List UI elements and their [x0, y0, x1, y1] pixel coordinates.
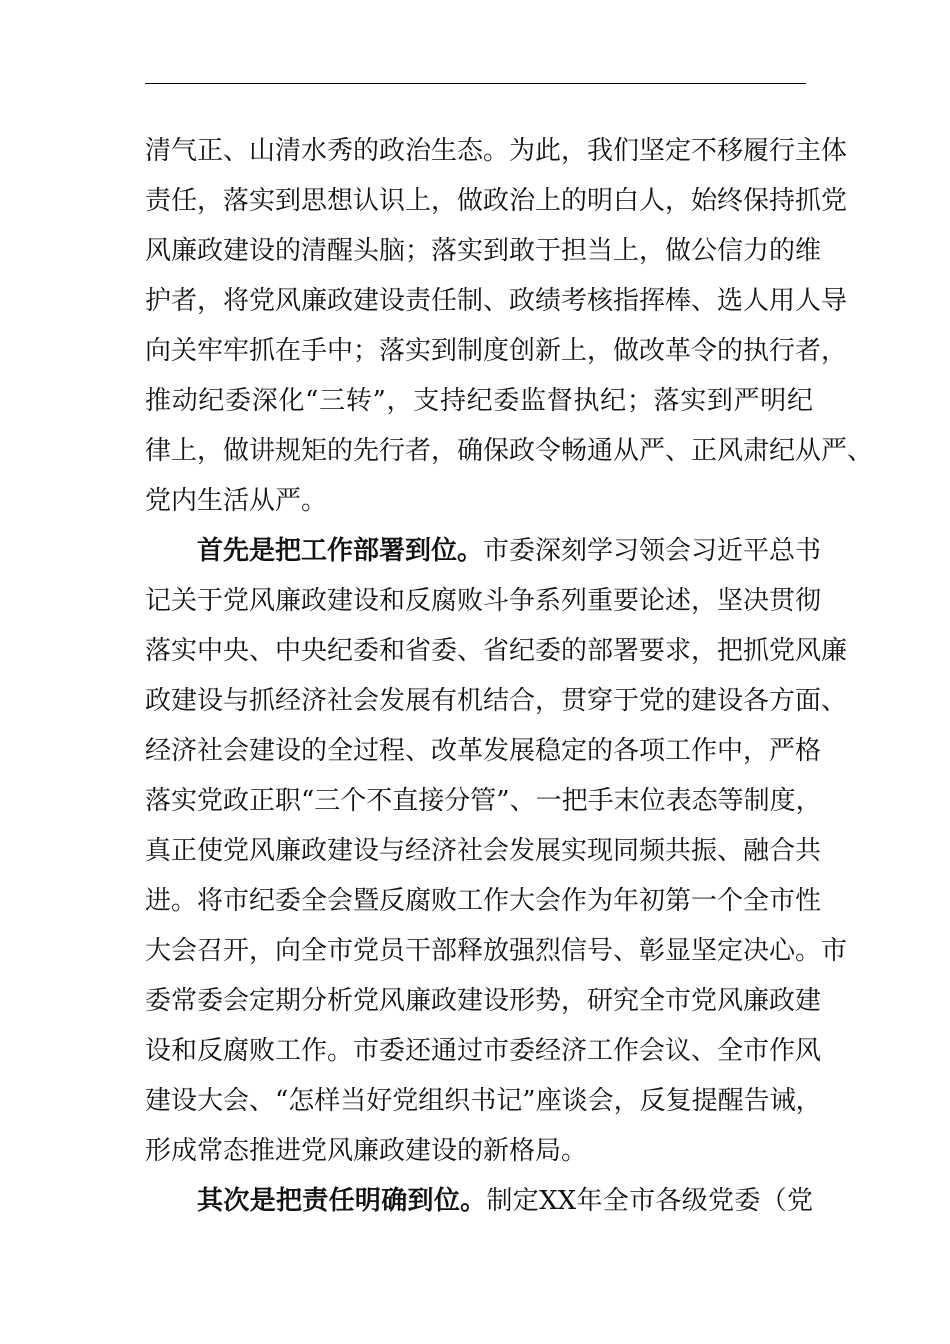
text-line: 设和反腐败工作。市委还通过市委经济工作会议、全市作风: [145, 1036, 822, 1066]
paragraph-2: [145, 526, 848, 1176]
paragraph-3: [145, 1176, 813, 1226]
document-body: [145, 126, 874, 1226]
text-line: 向关牢牢抓在手中；落实到制度创新上，做改革令的执行者，: [145, 336, 848, 366]
text-run: 制定XX年全市各级党委（党: [486, 1186, 813, 1216]
header-rule: [145, 83, 806, 84]
text-line: 经济社会建设的全过程、改革发展稳定的各项工作中，严格: [145, 736, 822, 766]
paragraph-lead: 首先是把工作部署到位。: [197, 536, 484, 566]
text-line: 大会召开，向全市党员干部释放强烈信号、彰显坚定决心。市: [145, 936, 848, 966]
text-line: 护者，将党风廉政建设责任制、政绩考核指挥棒、选人用人导: [145, 286, 848, 316]
text-line: 形成常态推进党风廉政建设的新格局。: [145, 1136, 588, 1166]
text-line: 真正使党风廉政建设与经济社会发展实现同频共振、融合共: [145, 836, 822, 866]
text-run: 市委深刻学习领会习近平总书: [483, 536, 822, 566]
text-line: [145, 526, 822, 576]
text-line: 落实党政正职“三个不直接分管”、一把手末位表态等制度，: [145, 786, 822, 816]
text-line: 委常委会定期分析党风廉政建设形势，研究全市党风廉政建: [145, 986, 822, 1016]
text-line: 推动纪委深化“三转”，支持纪委监督执纪；落实到严明纪: [145, 386, 813, 416]
text-line: 落实中央、中央纪委和省委、省纪委的部署要求，把抓党风廉: [145, 636, 848, 666]
text-line: 政建设与抓经济社会发展有机结合，贯穿于党的建设各方面、: [145, 686, 848, 716]
text-line: 党内生活从严。: [145, 486, 328, 516]
text-line: 责任，落实到思想认识上，做政治上的明白人，始终保持抓党: [145, 186, 848, 216]
paragraph-lead: 其次是把责任明确到位。: [197, 1186, 487, 1216]
text-line: 记关于党风廉政建设和反腐败斗争系列重要论述，坚决贯彻: [145, 586, 822, 616]
text-line: [145, 1176, 813, 1226]
text-line: 建设大会、“怎样当好党组织书记”座谈会，反复提醒告诫，: [145, 1086, 822, 1116]
text-line: 律上，做讲规矩的先行者，确保政令畅通从严、正风肃纪从严、: [145, 436, 874, 466]
text-line: 清气正、山清水秀的政治生态。为此，我们坚定不移履行主体: [145, 136, 848, 166]
text-line: 风廉政建设的清醒头脑；落实到敢于担当上，做公信力的维: [145, 236, 822, 266]
text-line: 进。将市纪委全会暨反腐败工作大会作为年初第一个全市性: [145, 886, 822, 916]
paragraph-1: [145, 126, 874, 526]
